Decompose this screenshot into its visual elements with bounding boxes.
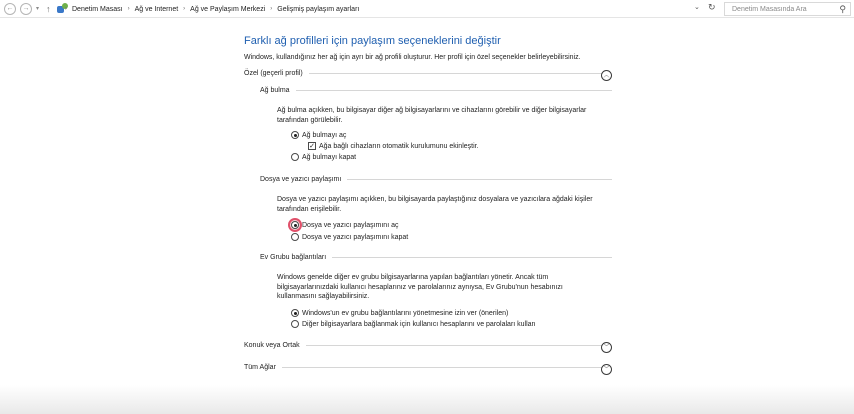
breadcrumb-separator-icon: › <box>65 6 67 12</box>
section-divider <box>332 257 612 258</box>
page-title: Farklı ağ profilleri için paylaşım seçeneklerini değiştir <box>244 35 501 47</box>
radio-label: Diğer bilgisayarlara bağlanmak için kullanıcı hesaplarını ve parolaları kullan <box>302 320 536 328</box>
radio-network-discovery-off[interactable] <box>291 153 356 161</box>
radio-homegroup-windows[interactable] <box>291 309 508 317</box>
file-sharing-text <box>277 195 622 214</box>
radio-label: Dosya ve yazıcı paylaşımını kapat <box>302 233 409 241</box>
file-sharing-header <box>260 176 612 183</box>
homegroup-header <box>260 254 612 261</box>
homegroup-text-line-1: Windows genelde diğer ev grubu bilgisayarlarına yapılan bağlantıları yönetir. Ancak tüm <box>277 274 549 281</box>
network-discovery-heading: Ağ bulma <box>260 87 290 94</box>
profile-private-label: Özel (geçerli profil) <box>244 70 303 77</box>
homegroup-text <box>277 273 622 302</box>
profile-guest-header[interactable] <box>244 342 602 349</box>
back-button[interactable] <box>4 3 16 15</box>
section-divider <box>347 179 612 180</box>
file-sharing-text-line-1: Dosya ve yazıcı paylaşımı açıkken, bu bilgisayarda paylaştığınız dosyalara ve yazıcılara ağdaki kişiler <box>277 196 593 203</box>
search-placeholder: Denetim Masasında Ara <box>732 5 807 13</box>
breadcrumb-separator-icon: › <box>183 6 186 12</box>
network-discovery-text-line-2: tarafından görülebilir. <box>277 116 343 124</box>
breadcrumb[interactable] <box>60 2 708 16</box>
profile-private-header[interactable] <box>244 70 602 77</box>
radio-file-sharing-on[interactable] <box>291 221 398 229</box>
section-divider <box>296 90 612 91</box>
footer-area <box>0 385 854 414</box>
network-discovery-text-line-1: Ağ bulma açıkken, bu bilgisayar diğer ağ bilgisayarlarını ve cihazlarını görebilir ve diğer bilgisayarlar <box>277 107 587 114</box>
checkmark-icon[interactable]: ✓ <box>309 142 315 150</box>
file-sharing-heading: Dosya ve yazıcı paylaşımı <box>260 176 342 183</box>
section-divider <box>282 367 602 368</box>
recent-locations-icon[interactable]: ▾ <box>36 6 40 12</box>
forward-button[interactable] <box>20 3 32 15</box>
chevron-up-icon[interactable]: ︿ <box>601 70 612 81</box>
forward-arrow-icon: → <box>22 5 30 12</box>
breadcrumb-advanced-sharing[interactable]: Gelişmiş paylaşım ayarları <box>277 5 360 13</box>
radio-button-unchecked[interactable] <box>291 320 299 328</box>
network-discovery-text <box>277 106 622 125</box>
checkbox-auto-setup[interactable] <box>308 142 479 150</box>
section-divider <box>309 73 602 74</box>
chevron-down-icon[interactable]: ﹀ <box>601 342 612 353</box>
search-input[interactable] <box>724 2 851 16</box>
chevron-down-icon[interactable]: ﹀ <box>601 364 612 375</box>
radio-button-checked[interactable] <box>291 221 299 229</box>
file-sharing-text-line-2: tarafından erişilebilir. <box>277 205 342 213</box>
breadcrumb-control-panel[interactable]: Denetim Masası <box>72 5 123 13</box>
up-arrow-icon[interactable]: ↑ <box>46 3 51 14</box>
homegroup-text-line-2: bilgisayarlarınızdaki kullanıcı hesaplarınız ve parolalarınız aynıysa, Ev Grubu'nun hesabınızı <box>277 283 563 291</box>
section-divider <box>306 345 602 346</box>
profile-all-label: Tüm Ağlar <box>244 364 276 371</box>
radio-label: Windows'un ev grubu bağlantılarını yönetmesine izin ver (önerilen) <box>302 309 509 317</box>
profile-all-header[interactable] <box>244 364 602 371</box>
address-bar <box>0 0 854 18</box>
radio-button-checked[interactable] <box>291 131 299 139</box>
radio-button-checked[interactable] <box>291 309 299 317</box>
radio-label: Dosya ve yazıcı paylaşımını aç <box>302 221 399 229</box>
radio-homegroup-accounts[interactable] <box>291 320 535 328</box>
page-description: Windows, kullandığınız her ağ için ayrı bir ağ profili oluşturur. Her profil için özel seçenekler belirleyebilirsiniz. <box>244 54 581 61</box>
radio-network-discovery-on[interactable] <box>291 131 346 139</box>
search-icon[interactable]: ⚲ <box>839 4 846 14</box>
homegroup-heading: Ev Grubu bağlantıları <box>260 254 327 261</box>
breadcrumb-separator-icon: › <box>127 6 130 12</box>
breadcrumb-separator-icon: › <box>270 6 273 12</box>
breadcrumb-network-sharing-center[interactable]: Ağ ve Paylaşım Merkezi <box>190 5 266 13</box>
radio-label: Ağ bulmayı kapat <box>302 153 357 161</box>
network-discovery-header <box>260 87 612 94</box>
back-arrow-icon: ← <box>6 5 14 12</box>
refresh-icon[interactable]: ↻ <box>708 2 716 12</box>
radio-file-sharing-off[interactable] <box>291 233 408 241</box>
radio-button-unchecked[interactable] <box>291 233 299 241</box>
breadcrumb-network-internet[interactable]: Ağ ve Internet <box>134 5 179 13</box>
profile-guest-label: Konuk veya Ortak <box>244 342 300 349</box>
radio-button-unchecked[interactable] <box>291 153 299 161</box>
checkbox-label: Ağa bağlı cihazların otomatik kurulumunu ekinleştir. <box>319 142 479 150</box>
radio-label: Ağ bulmayı aç <box>302 131 347 139</box>
homegroup-text-line-3: kullanmasını sağlayabilirsiniz. <box>277 293 370 300</box>
address-dropdown-icon[interactable]: ⌄ <box>694 4 700 11</box>
